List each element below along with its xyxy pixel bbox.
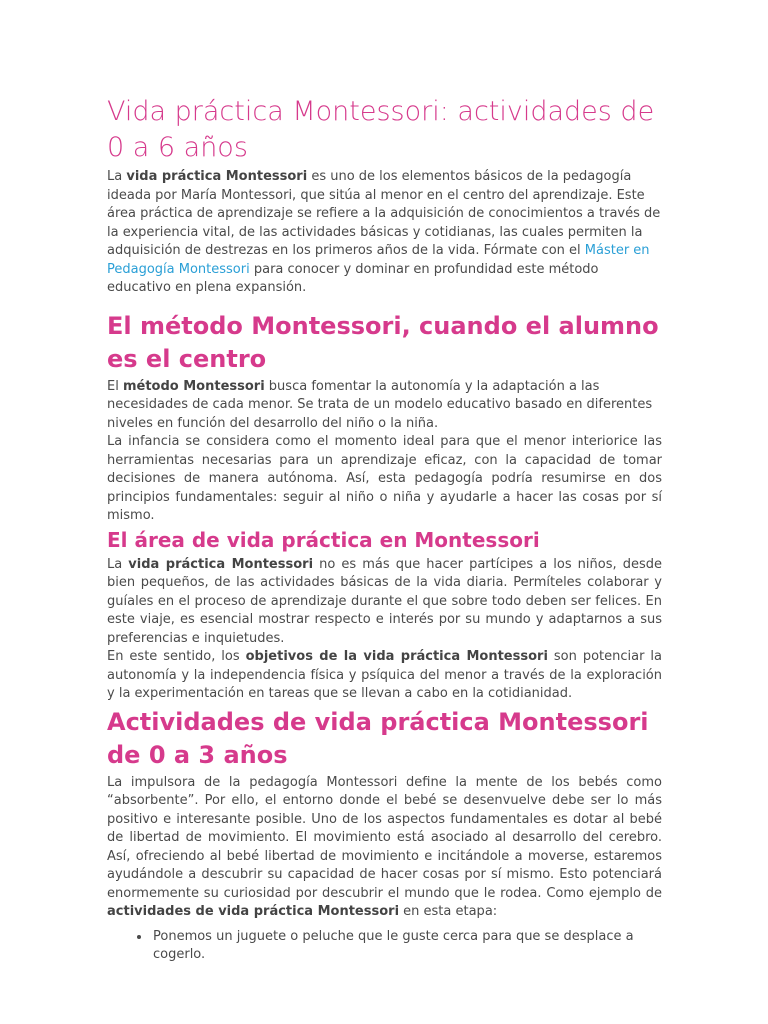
- master-link[interactable]: Máster en Pedagogía Montessori: [107, 243, 650, 277]
- metodo-bold-1: método Montessori: [122, 378, 265, 394]
- area-paragraph-2: [107, 648, 662, 704]
- intro-text-3: para conocer y dominar en profundidad este método educativo en plena expansión.: [107, 261, 599, 295]
- area-bold-2: objetivos de la vida práctica Montessori: [245, 649, 548, 664]
- metodo-paragraph-1: [107, 378, 662, 434]
- activities-list: [107, 928, 662, 965]
- intro-paragraph: [107, 168, 662, 298]
- section-heading-area: El área de vida práctica en Montessori: [107, 527, 540, 552]
- area-text-3: En este sentido, los: [107, 649, 246, 664]
- page-title: Vida práctica Montessori: actividades de 0 a 6 años: [107, 96, 655, 163]
- document-page: [107, 94, 662, 965]
- intro-text-1: La: [107, 169, 127, 184]
- area-paragraph-1: [107, 556, 662, 649]
- area-bold-1: vida práctica Montessori: [128, 556, 314, 572]
- section-heading-metodo: El método Montessori, cuando el alumno es el centro: [107, 311, 659, 373]
- section-heading-actividades: Actividades de vida práctica Montessori de 0 a 3 años: [107, 707, 649, 769]
- area-text-2: no es más que hacer partícipes a los niños, desde bien pequeños, de las actividades básicas de la vida diaria. Permíteles colaborar y guíales en el proceso de aprendizaje durante el que sobre todo deben ser felices. En este viaje, es esencial mostrar respecto e interés por su mundo y adaptarnos a sus preferencias e inquietudes.: [107, 556, 662, 646]
- actividades-text-1: La impulsora de la pedagogía Montessori define la mente de los bebés como “absorbente”. Por ello, el entorno donde el bebé se desenvuelve debe ser lo más positivo e interesante posible. Uno de los aspectos fundamentales es dotar al bebé de libertad de movimiento. El movimiento está asociado al desarrollo del cerebro. Así, ofreciendo al bebé libertad de movimiento e incitándole a moverse, estaremos ayudándole a descubrir su capacidad de hacer cosas por sí mismo. Esto potenciará enormemente su curiosidad por descubrir el mundo que le rodea. Como ejemplo de: [107, 774, 662, 901]
- area-text-1: La: [107, 556, 129, 572]
- actividades-bold-1: actividades de vida práctica Montessori: [107, 904, 400, 919]
- area-text-4: son potenciar la autonomía y la independencia física y psíquica del menor a través de la exploración y la experimentación en tareas que se llevan a cabo en la cotidianidad.: [107, 649, 662, 701]
- intro-bold-1: vida práctica Montessori: [126, 169, 308, 184]
- actividades-text-2: en esta etapa:: [399, 904, 498, 919]
- intro-text-2: es uno de los elementos básicos de la pedagogía ideada por María Montessori, que sitúa al menor en el centro del aprendizaje. Este área práctica de aprendizaje se refiere a la adquisición de conocimientos a través de la experiencia vital, de las actividades básicas y cotidianas, las cuales permiten la adquisición de destrezas en los primeros años de la vida. Fórmate con el: [107, 169, 661, 258]
- list-item: • Ponemos un juguete o peluche que le guste cerca para que se desplace a cogerlo.: [151, 928, 662, 965]
- metodo-text-1: El: [107, 378, 123, 394]
- metodo-paragraph-2: La infancia se considera como el momento ideal para que el menor interiorice las herramientas necesarias para un aprendizaje eficaz, con la capacidad de tomar decisiones de manera autónoma. Así, esta pedagogía podría resumirse en dos principios fundamentales: seguir al niño o niña y ayudarle a hacer las cosas por sí mismo.: [107, 434, 662, 523]
- actividades-paragraph: [107, 774, 662, 922]
- metodo-text-2: busca fomentar la autonomía y la adaptación a las necesidades de cada menor. Se trata de un modelo educativo basado en diferentes niveles en función del desarrollo del niño o la niña.: [107, 378, 653, 431]
